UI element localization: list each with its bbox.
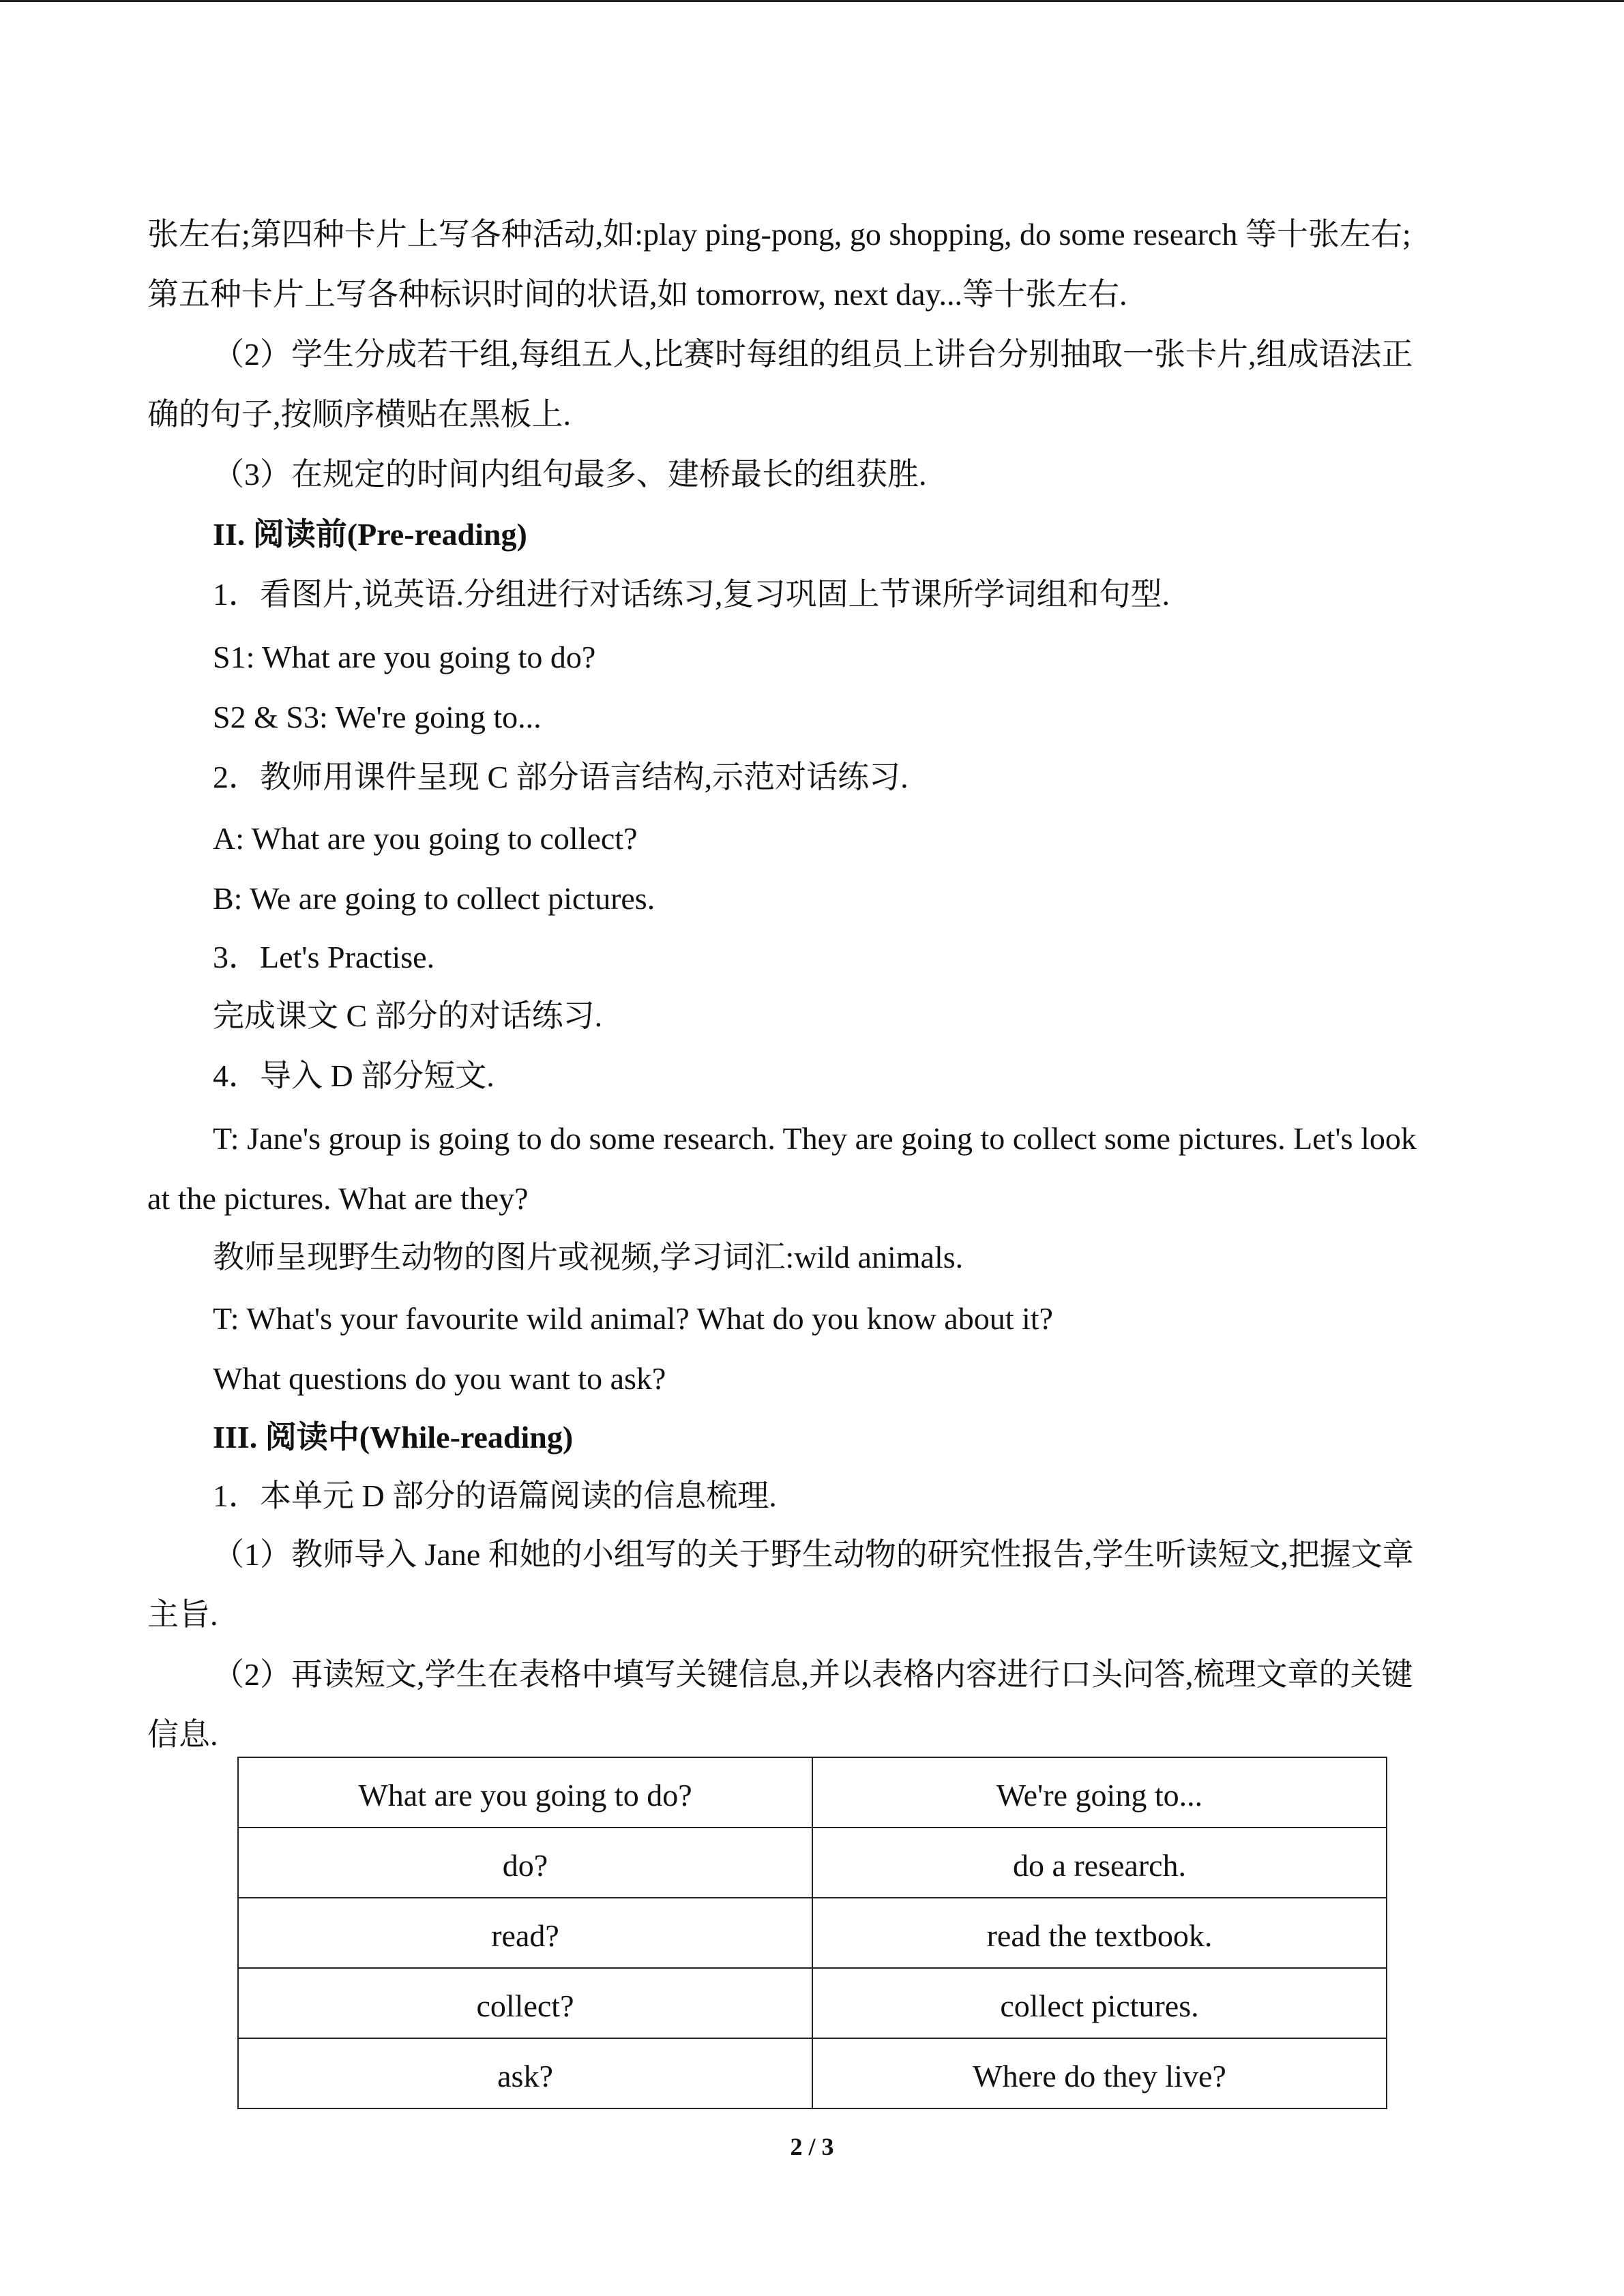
text-line: 确的句子,按顺序横贴在黑板上. <box>147 397 571 432</box>
table-cell: Where do they live? <box>812 2038 1387 2108</box>
text-line: 信息. <box>147 1717 218 1752</box>
text-line: 1．看图片,说英语.分组进行对话练习,复习巩固上节课所学词组和句型. <box>213 577 1170 612</box>
table-cell: What are you going to do? <box>238 1757 812 1828</box>
table-row <box>238 1828 1387 1898</box>
table-cell: ask? <box>238 2038 812 2108</box>
table-cell: We're going to... <box>812 1757 1387 1828</box>
section-heading-while-reading: III. 阅读中(While-reading) <box>213 1420 574 1455</box>
table-cell: do a research. <box>812 1828 1387 1898</box>
text-line: 教师呈现野生动物的图片或视频,学习词汇:wild animals. <box>213 1240 964 1274</box>
table-row <box>238 1898 1387 1968</box>
text-line: （3）在规定的时间内组句最多、建桥最长的组获胜. <box>213 457 927 492</box>
text-line: 1．本单元 D 部分的语篇阅读的信息梳理. <box>213 1478 777 1513</box>
text-line: What questions do you want to ask? <box>213 1361 666 1396</box>
table-cell: read? <box>238 1898 812 1968</box>
key-info-table <box>237 1757 1387 2109</box>
text-line: S1: What are you going to do? <box>213 640 596 674</box>
text-line: S2 & S3: We're going to... <box>213 700 542 734</box>
text-line: （1）教师导入 Jane 和她的小组写的关于野生动物的研究性报告,学生听读短文,把握文章 <box>213 1537 1414 1572</box>
text-line: 3．Let's Practise. <box>213 940 435 974</box>
section-heading-pre-reading: II. 阅读前(Pre-reading) <box>213 517 527 552</box>
table-row <box>238 2038 1387 2108</box>
table-cell: collect pictures. <box>812 1968 1387 2038</box>
table-row <box>238 1757 1387 1828</box>
table-cell: collect? <box>238 1968 812 2038</box>
text-line: A: What are you going to collect? <box>213 821 638 856</box>
text-line: B: We are going to collect pictures. <box>213 881 655 916</box>
text-line: 2．教师用课件呈现 C 部分语言结构,示范对话练习. <box>213 760 909 794</box>
text-line: at the pictures. What are they? <box>147 1181 529 1216</box>
text-line: 第五种卡片上写各种标识时间的状语,如 tomorrow, next day...等十张左右. <box>147 277 1127 312</box>
text-line: T: Jane's group is going to do some research. They are going to collect some pictures. Let's look <box>213 1121 1417 1156</box>
text-line: （2）学生分成若干组,每组五人,比赛时每组的组员上讲台分别抽取一张卡片,组成语法正 <box>213 337 1413 372</box>
table-row <box>238 1968 1387 2038</box>
text-line: 完成课文 C 部分的对话练习. <box>213 998 603 1033</box>
text-line: （2）再读短文,学生在表格中填写关键信息,并以表格内容进行口头问答,梳理文章的关键 <box>213 1657 1413 1692</box>
table-cell: do? <box>238 1828 812 1898</box>
text-line: 4．导入 D 部分短文. <box>213 1058 494 1093</box>
page-number: 2 / 3 <box>790 2133 834 2160</box>
text-line: 主旨. <box>147 1597 218 1632</box>
text-line: 张左右;第四种卡片上写各种活动,如:play ping-pong, go shopping, do some research 等十张左右; <box>147 217 1411 252</box>
text-line: T: What's your favourite wild animal? What do you know about it? <box>213 1301 1053 1336</box>
table-cell: read the textbook. <box>812 1898 1387 1968</box>
